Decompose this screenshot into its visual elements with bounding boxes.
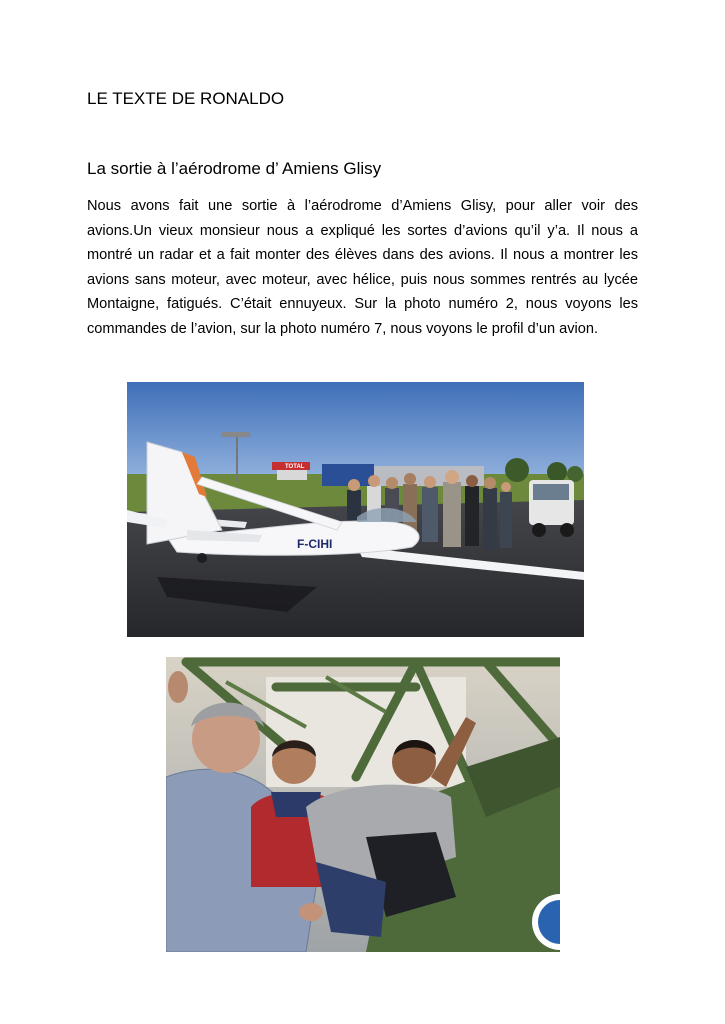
photo-glider — [127, 382, 584, 637]
body-paragraph: Nous avons fait une sortie à l’aérodrome d’Amiens Glisy, pour aller voir des avions.Un vieux monsieur nous a expliqué les sortes d’avions qu’il y’a. Il nous a montré un radar et a fait monter des élèves dans des avions. Il nous a montrer les avions sans moteur, avec moteur, avec hélice, puis nous sommes rentrés au lycée Montaigne, fatigués. C’était ennuyeux. Sur la photo numéro 2, nous voyons les commandes de l’avion, sur la photo numéro 7, nous voyons le profil d’un avion. — [87, 198, 638, 337]
sign-total: TOTAL — [285, 464, 305, 470]
photo-cockpit — [166, 657, 560, 952]
document-title: LE TEXTE DE RONALDO — [87, 89, 285, 108]
section-heading: La sortie à l’aérodrome d’ Amiens Glisy — [87, 159, 382, 178]
glider-registration: F-CIHI — [297, 537, 333, 551]
